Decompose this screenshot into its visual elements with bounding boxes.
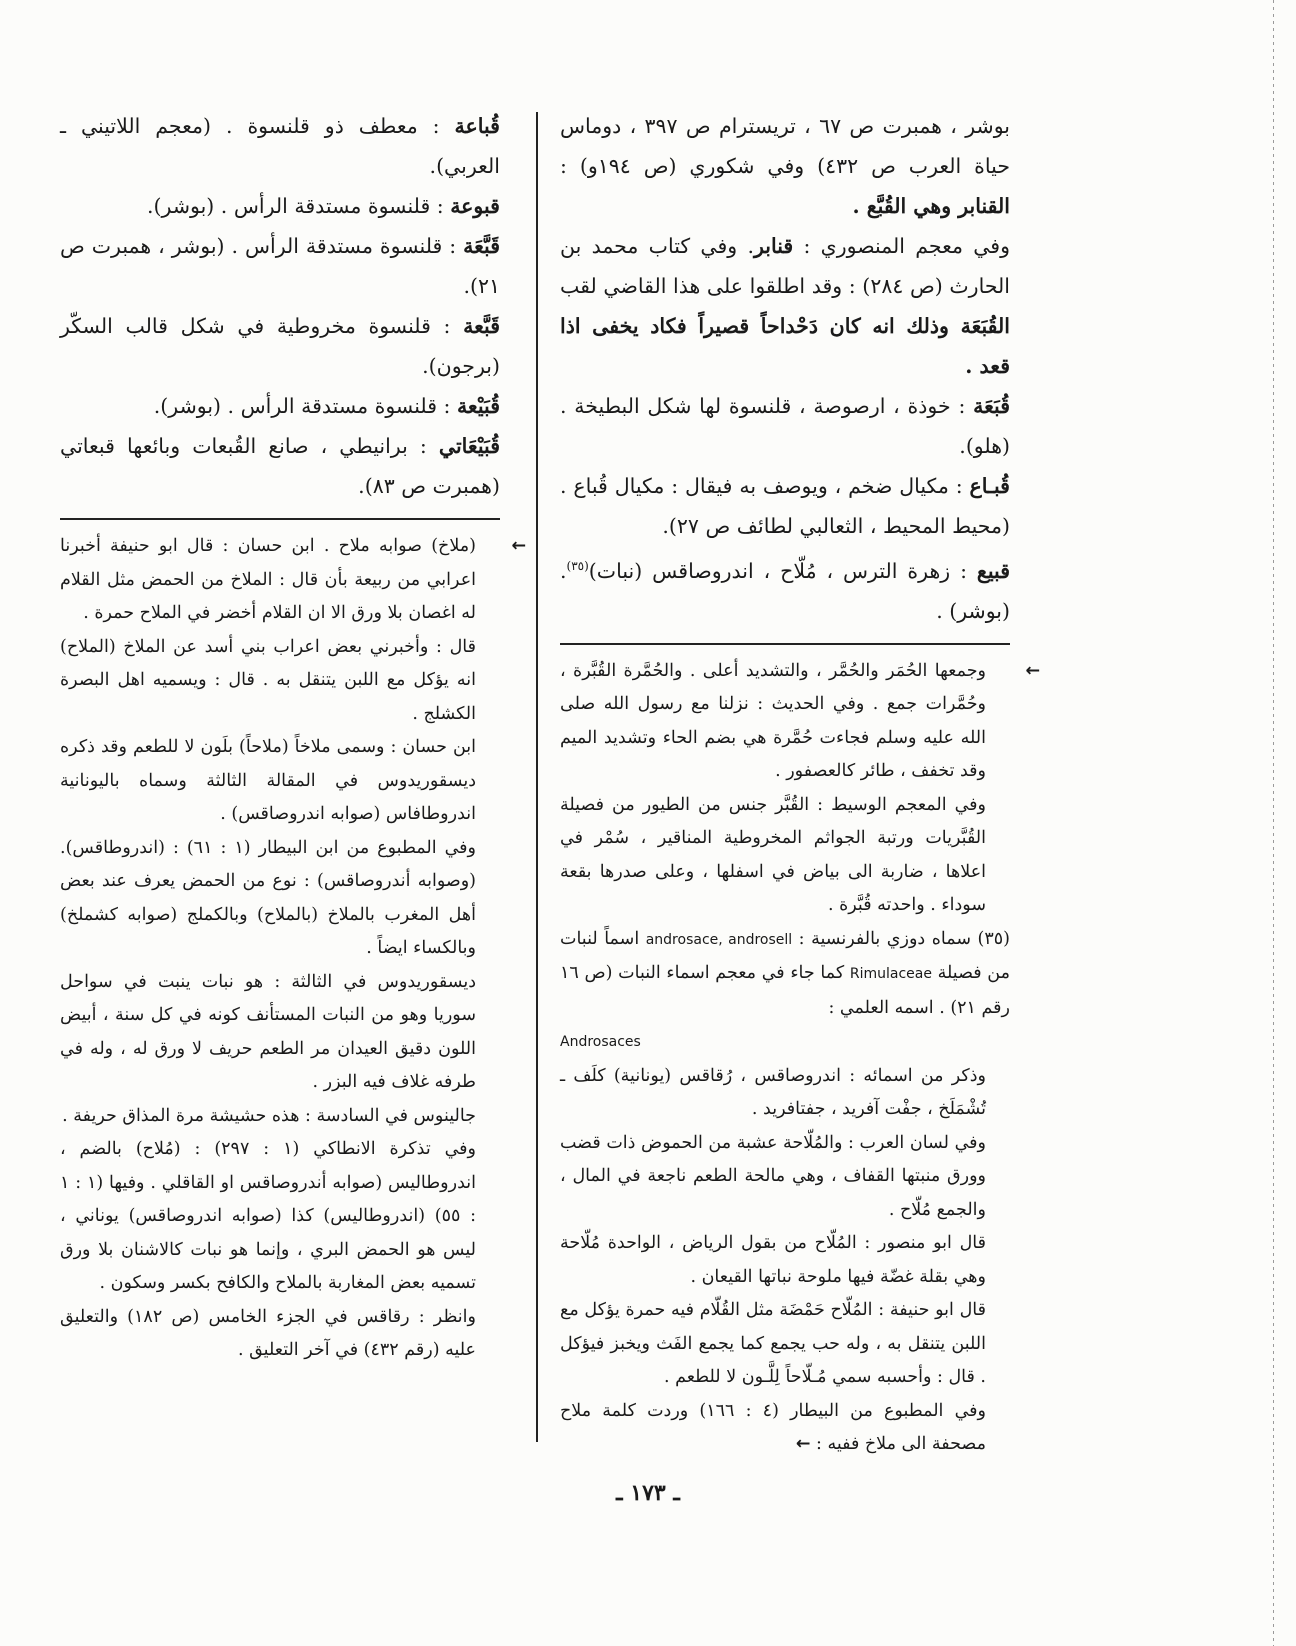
right-entry-qubaa-measure: قُبـاع : مكيال ضخم ، ويوصف به فيقال : مكيال قُباع . (محيط المحيط ، الثعالبي لطائف ص ٢٧). [560,474,1010,538]
right-fn-2: وفي المعجم الوسيط : القُبَّر جنس من الطيور من فصيلة القُبَّريات ورتبة الجواثم المخروطية المناقير ، سُمْر في اعلاها ، ضاربة الى بياض في اسفلها ، وعلى صدرها بقعة سوداء . واحدته قُبَّرة . [560,794,986,916]
right-column [560,106,1040,1462]
headword-qanabir-2: قنابر [753,234,794,258]
left-continuation-arrow-icon: ← [511,536,526,556]
left-entry-1: قُباعة : معطف ذو قلنسوة . (معجم اللاتيني ـ العربي). [60,114,500,178]
left-entry-2: قبوعة : قلنسوة مستدقة الرأس . (بوشر). [147,194,500,218]
headword-qubayaa: قُبَيْعة [456,394,500,418]
right-fn-5: قال ابو منصور : المُلّاح من بقول الرياض ، الواحدة مُلّاحة وهي بقلة غضّة فيها ملوحة نباتها القيعان . [560,1233,986,1287]
headword-qabbaa: قَبَّعَة [463,234,500,258]
right-fn-1: ← وجمعها الحُمَر والحُمَّر ، والتشديد أعلى . والحُمَّرة القُبَّرة ، وحُمَّرات جمع . وفي الحديث : نزلنا مع رسول الله صلى الله عليه وسلم فجاءت حُمَّرة هي بضم الحاء وتشديد الميم وقد تخفف ، طائر كالعصفور . [560,655,1010,789]
right-entry-qubaa: قُبَعَة : خوذة ، ارصوصة ، قلنسوة لها شكل البطيخة . (هلو). [560,394,1010,458]
left-column [60,106,526,1368]
left-fn-4: وفي المطبوع من ابن البيطار (١ : ٦١) : (اندروطاقس). (وصوابه أندروصاقس) : نوع من الحمض يعرف عند بعض أهل المغرب بالملاخ (بالملاح) وبالكملج (صوابه كشملخ) وبالكساء ايضاً . [60,837,476,958]
right-fn-6: قال ابو حنيفة : المُلّاح حَمْضَة مثل القُلّام فيه حمرة يؤكل مع اللبن يتنقل به ، وله حب يجمع كما يجمع الفَث ويخبز فيؤكل . قال : وأحسبه سمي مُـلّاحاً لِلَّـون لا للطعم . [560,1300,986,1388]
headword-qubaaa: قُباعة [454,114,500,138]
headword-qabbaa-2: قَبَّعة [463,314,500,338]
left-footnotes [60,530,526,1368]
right-footnotes [560,655,1040,1462]
right-entry-cont: بوشر ، همبرت ص ٦٧ ، تريسترام ص ٣٩٧ ، دوماس حياة العرب ص ٤٣٢) وفي شكوري (ص ١٩٤و) : القنابر وهي القُبَّع . [560,114,1010,218]
right-fn-latin [560,1025,1010,1060]
left-fn-2: قال : وأخبرني بعض اعراب بني أسد عن الملاخ (الملاح) انه يؤكل مع اللبن يتنقل به . قال : ويسميه اهل البصرة الكشلج . [60,636,476,724]
right-footnote-rule [560,643,1010,645]
headword-qubua: قبوعة [450,194,500,218]
left-fn-7: وفي تذكرة الانطاكي (١ : ٢٩٧) : (مُلاح) بالضم ، اندروطاليس (صوابه أندروصاقس او القاقلي . وفيها (١ : ١ : ٥٥) (اندروطاليس) كذا (صوابه اندروصاقس) يوناني ، ليس هو الحمض البري ، وإنما هو نبات كالاشنان بلا ورق تسميه بعض المغاربة بالملاح والكافح بكسر وسكون . [60,1139,477,1293]
headword-qubaa: قُبَعَة [973,394,1010,418]
right-fn-7: وفي المطبوع من البيطار (٤ : ١٦٦) وردت كلمة ملاح مصحفة الى ملاخ ففيه : ← [560,1400,986,1455]
scan-edge-line [1273,0,1274,1646]
left-fn-3: ابن حسان : وسمى ملاخاً (ملاحاً) بلَون لا للطعم وقد ذكره ديسقوريدوس في المقالة الثالثة وسماه باليونانية اندروطافاس (صوابه اندروصاقس) . [60,737,476,824]
left-entry-3: قَبَّعَة : قلنسوة مستدقة الرأس . (بوشر ، همبرت ص ٢١). [60,234,500,298]
latin-rimulaceae: Rimulaceae [849,966,932,983]
latin-androsaces: Androsaces [560,1034,641,1051]
right-fn-4: وفي لسان العرب : والمُلّاحة عشبة من الحموض ذات قضب وورق منبتها القفاف ، وهي مالحة الطعم ناجعة في المال ، والجمع مُلّاح . [560,1132,986,1220]
left-fn-8: وانظر : رقاقس في الجزء الخامس (ص ١٨٢) والتعليق عليه (رقم ٤٣٢) في آخر التعليق . [60,1306,476,1360]
headword-qubaa-quote: القُبَعَة وذلك انه كان دَحْداحاً قصيراً فكاد يخفى اذا قعد . [560,314,1010,378]
right-fn-35: (٣٥) سماه دوزي بالفرنسية : androsace, androsell اسماً لنبات من فصيلة Rimulaceae كما جاء في معجم اسماء النبات (ص ١٦ رقم ٢١) . اسمه العلمي : [560,928,1010,1018]
right-main-text [560,106,1010,631]
left-fn-5: ديسقوريدوس في الثالثة : هو نبات ينبت في سواحل سوريا وهو من النبات المستأنف كونه في كل سنة ، أبيض اللون دقيق العيدان مر الطعم حريف لا ورق له ، وله في طرفه غلاف فيه البزر . [60,971,476,1092]
left-main-text [60,106,500,506]
left-entry-6: قُبَيْعَاتي : برانيطي ، صانع القُبعات وبائعها قبعاتي (همبرت ص ٨٣). [60,434,500,498]
right-fn-3: وذكر من اسمائه : اندروصاقس ، رُقاقس (يونانية) كلَف ـ تُشْمَلَخ ، جفْت آفريد ، جفتافريد . [560,1065,986,1120]
headword-qubayaati: قُبَيْعَاتي [438,434,500,458]
footnote-ref-35: (٣٥) [566,559,589,573]
right-entry-mansuri: وفي معجم المنصوري : قنابر. وفي كتاب محمد بن الحارث (ص ٢٨٤) : وقد اطلقوا على هذا القاضي لقب القُبَعَة وذلك انه كان دَحْداحاً قصيراً فكاد يخفى اذا قعد . [560,234,1011,378]
left-entry-4: قَبَّعة : قلنسوة مخروطية في شكل قالب السكّر (برجون). [60,314,500,378]
continuation-arrow-icon: ← [1025,660,1040,681]
left-fn-6: جالينوس في السادسة : هذه حشيشة مرة المذاق حريفة . [62,1105,476,1126]
headword-qubaa-measure: قُبـاع [969,474,1010,498]
right-entry-qubay: قبيع : زهرة الترس ، مُلّاح ، اندروصاقس (نبات)$^{(٣٥)}$. (بوشر) . [560,558,1010,623]
page-number: ـ ١٧٣ ـ [616,1480,680,1506]
latin-androsace: androsace, androsell [645,931,793,948]
headword-qanabir: القنابر وهي القُبَّع . [852,194,1010,218]
headword-qubay: قبيع [976,558,1010,583]
left-fn-1: ← (ملاخ) صوابه ملاح . ابن حسان : قال ابو حنيفة أخبرنا اعرابي من ربيعة بأن قال : الملاخ من الحمض مثل القلام له اغصان بلا ورق الا ان القلام أخضر في الملاح حمرة . [60,530,500,631]
left-entry-5: قُبَيْعة : قلنسوة مستدقة الرأس . (بوشر). [153,394,500,418]
left-footnote-rule [60,518,500,520]
column-divider [536,112,538,1442]
continue-arrow-icon: ← [795,1434,811,1455]
